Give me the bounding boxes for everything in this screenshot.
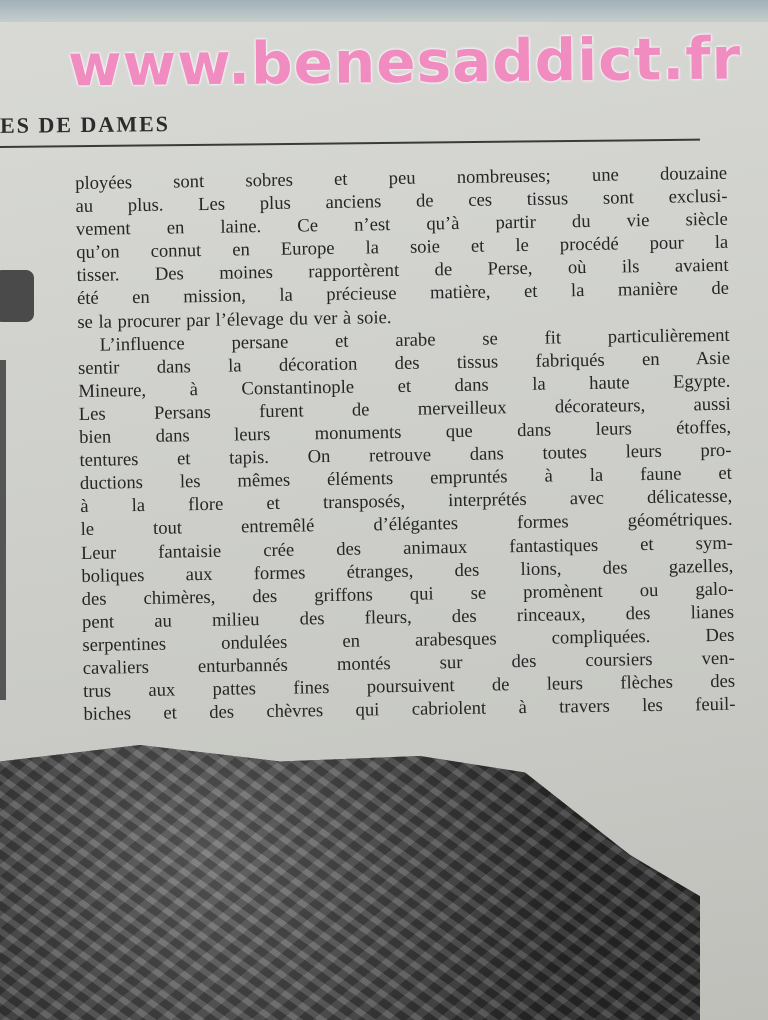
text-line: tisser. Des moines rapportèrent de Perse, où ils avaient (76, 255, 729, 287)
text-line: boliques aux formes étranges, des lions, des gazelles, (81, 555, 734, 587)
text-line: ployées sont sobres et peu nombreuses; une douzaine (75, 162, 728, 194)
text-line: Mineure, à Constantinople et dans la haute Egypte. (78, 370, 731, 402)
text-line: qu’on connut en Europe la soie et le procédé pour la (76, 232, 729, 264)
text-line: se la procurer par l’élevage du ver à soie. (77, 306, 392, 333)
text-line: L’influence persane et arabe se fit particulièrement (99, 324, 730, 356)
watermark: www.benesaddict.fr (67, 24, 742, 100)
text-line: biches et des chèvres qui cabriolent à travers les feuil- (83, 693, 736, 726)
article-body (75, 162, 736, 726)
background-edge (0, 0, 768, 22)
running-header: ES DE DAMES (0, 111, 171, 138)
text-line: trus aux pattes fines poursuivent de leurs flèches des (82, 670, 736, 702)
text-line: été en mission, la précieuse matière, et la manière de (76, 278, 730, 310)
text-line: le tout entremêlé d’élégantes formes géométriques. (80, 509, 733, 541)
text-line: Les Persans furent de merveilleux décorateurs, aussi (78, 393, 731, 425)
text-line: pent au milieu des fleurs, des rinceaux, des lianes (81, 601, 735, 633)
text-line: ductions les mêmes éléments empruntés à la faune et (79, 462, 732, 495)
textile-photograph (0, 745, 700, 1020)
header-rule (0, 139, 700, 148)
text-line: des chimères, des griffons qui se promènent ou galo- (81, 578, 734, 610)
text-line: tentures et tapis. On retrouve dans toutes leurs pro- (79, 439, 732, 472)
text-line: bien dans leurs monuments que dans leurs étoffes, (79, 416, 732, 448)
text-line: à la flore et transposés, interprétés avec délicatesse, (80, 486, 733, 518)
text-line: sentir dans la décoration des tissus fabriqués en Asie (77, 347, 731, 379)
text-line: Leur fantaisie crée des animaux fantastiques et sym- (80, 532, 734, 564)
text-line: au plus. Les plus anciens de ces tissus sont exclusi- (75, 185, 728, 218)
text-line: cavaliers enturbannés montés sur des coursiers ven- (82, 647, 735, 679)
text-line: vement en laine. Ce n’est qu’à partir du vie siècle (75, 208, 728, 241)
adjacent-column-fragment (0, 270, 34, 322)
text-line: serpentines ondulées en arabesques compliquées. Des (82, 624, 735, 656)
adjacent-image-edge (0, 360, 6, 700)
